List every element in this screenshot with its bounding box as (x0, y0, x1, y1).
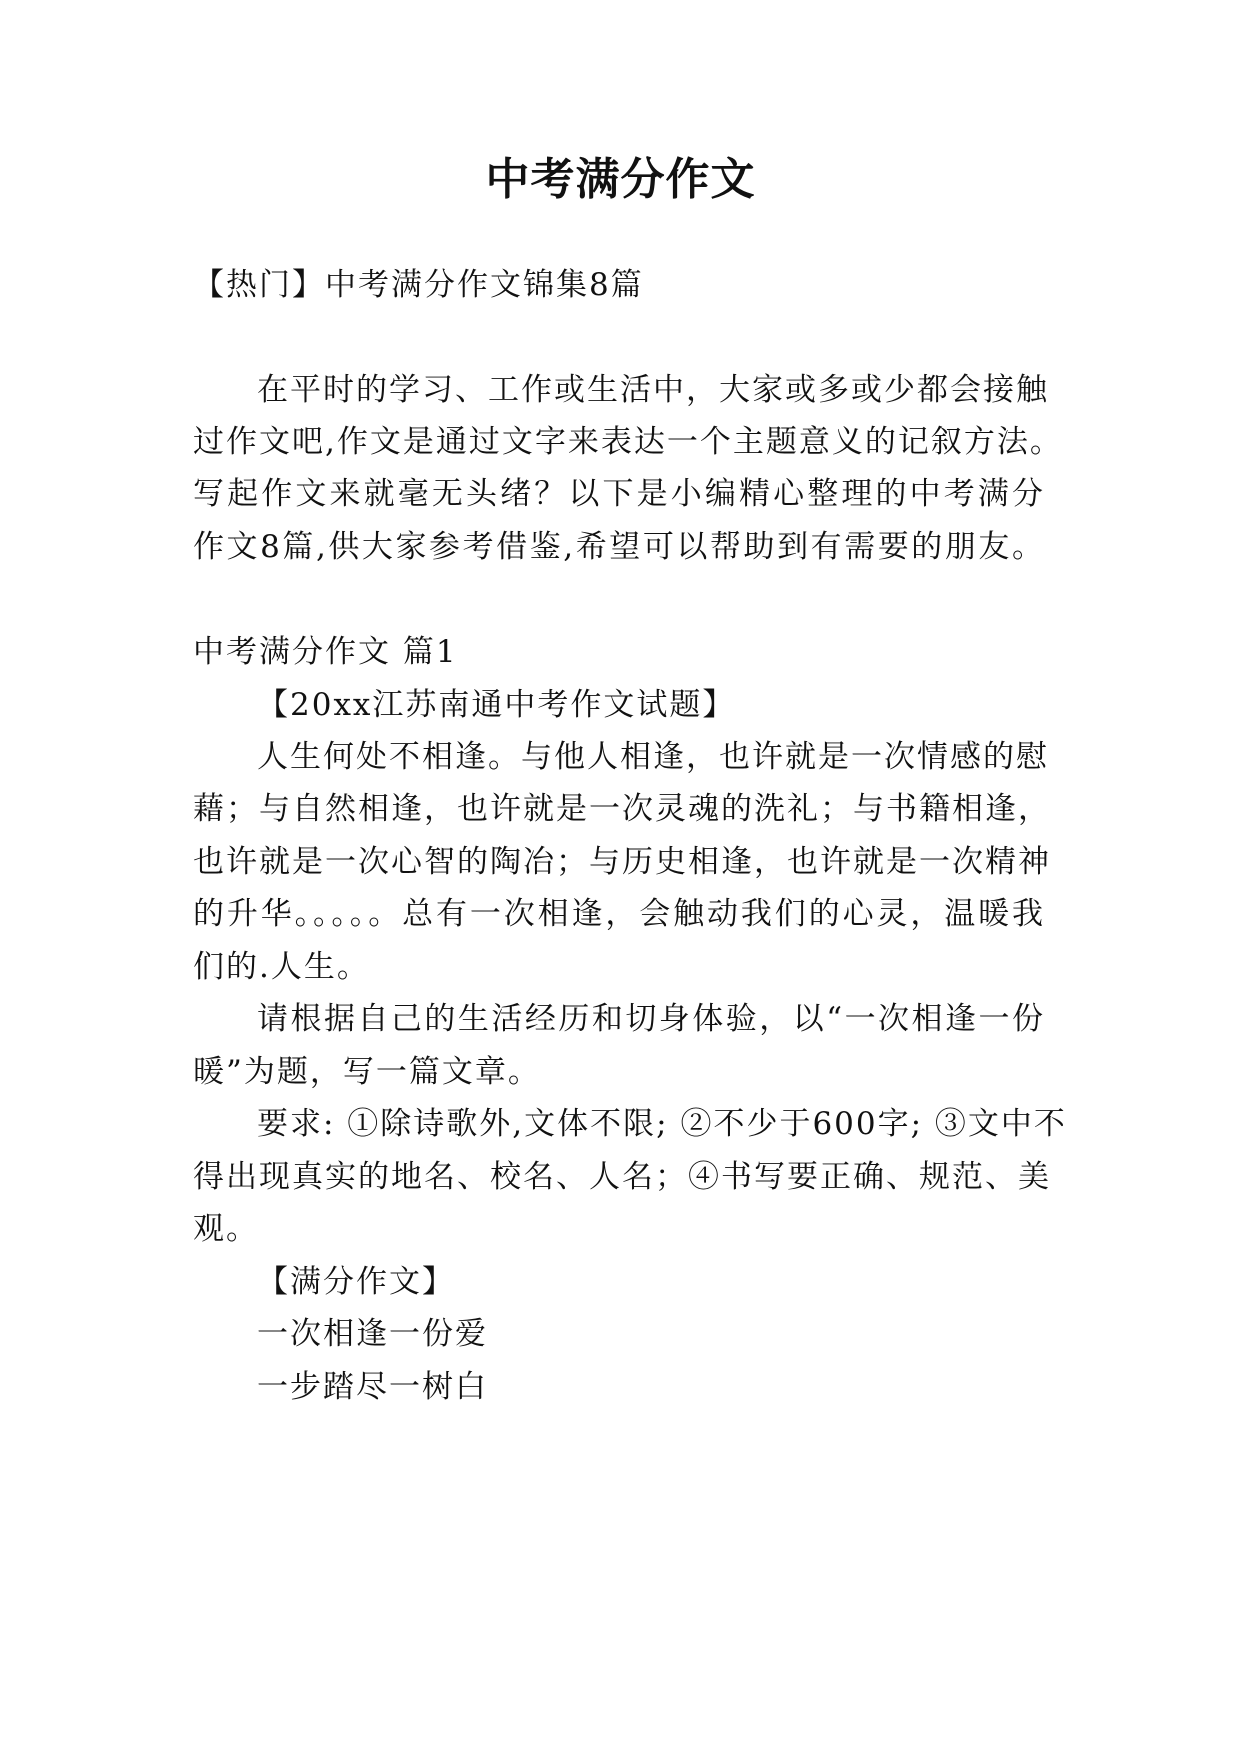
essay-label: 【满分作文】 (257, 1264, 455, 1300)
instruction-line-2: 暖”为题，写一篇文章。 (193, 1054, 541, 1090)
prompt-line-3: 也许就是一次心智的陶冶；与历史相逢，也许就是一次精神 (193, 844, 1051, 880)
document-title: 中考满分作文 (485, 154, 756, 205)
prompt-line-4: 的升华。。。。。总有一次相逢，会触动我们的心灵，温暖我 (193, 896, 1045, 932)
prompt-line-5: 们的.人生。 (193, 949, 370, 985)
requirements-line-2: 得出现真实的地名、校名、人名；④书写要正确、规范、美 (193, 1159, 1051, 1195)
section-heading: 中考满分作文 篇1 (193, 634, 458, 670)
intro-line-1: 在平时的学习、工作或生活中，大家或多或少都会接触 (257, 372, 1049, 408)
intro-line-3: 写起作文来就毫无头绪？以下是小编精心整理的中考满分 (193, 476, 1045, 512)
exam-title: 【20xx江苏南通中考作文试题】 (257, 687, 736, 723)
document-subtitle: 【热门】中考满分作文锦集8篇 (193, 267, 644, 303)
requirements-line-1: 要求: ①除诗歌外,文体不限; ②不少于600字; ③文中不 (257, 1106, 1067, 1142)
intro-line-2: 过作文吧,作文是通过文字来表达一个主题意义的记叙方法。 (193, 424, 1063, 460)
instruction-line-1: 请根据自己的生活经历和切身体验，以“一次相逢一份 (257, 1001, 1045, 1037)
intro-line-4: 作文8篇,供大家参考借鉴,希望可以帮助到有需要的朋友。 (193, 529, 1045, 565)
requirements-line-3: 观。 (193, 1211, 259, 1247)
essay-first-line: 一步踏尽一树白 (257, 1369, 488, 1405)
essay-title: 一次相逢一份爱 (257, 1316, 488, 1352)
prompt-line-1: 人生何处不相逢。与他人相逢，也许就是一次情感的慰 (257, 739, 1049, 775)
prompt-line-2: 藉；与自然相逢，也许就是一次灵魂的洗礼；与书籍相逢， (193, 791, 1051, 827)
